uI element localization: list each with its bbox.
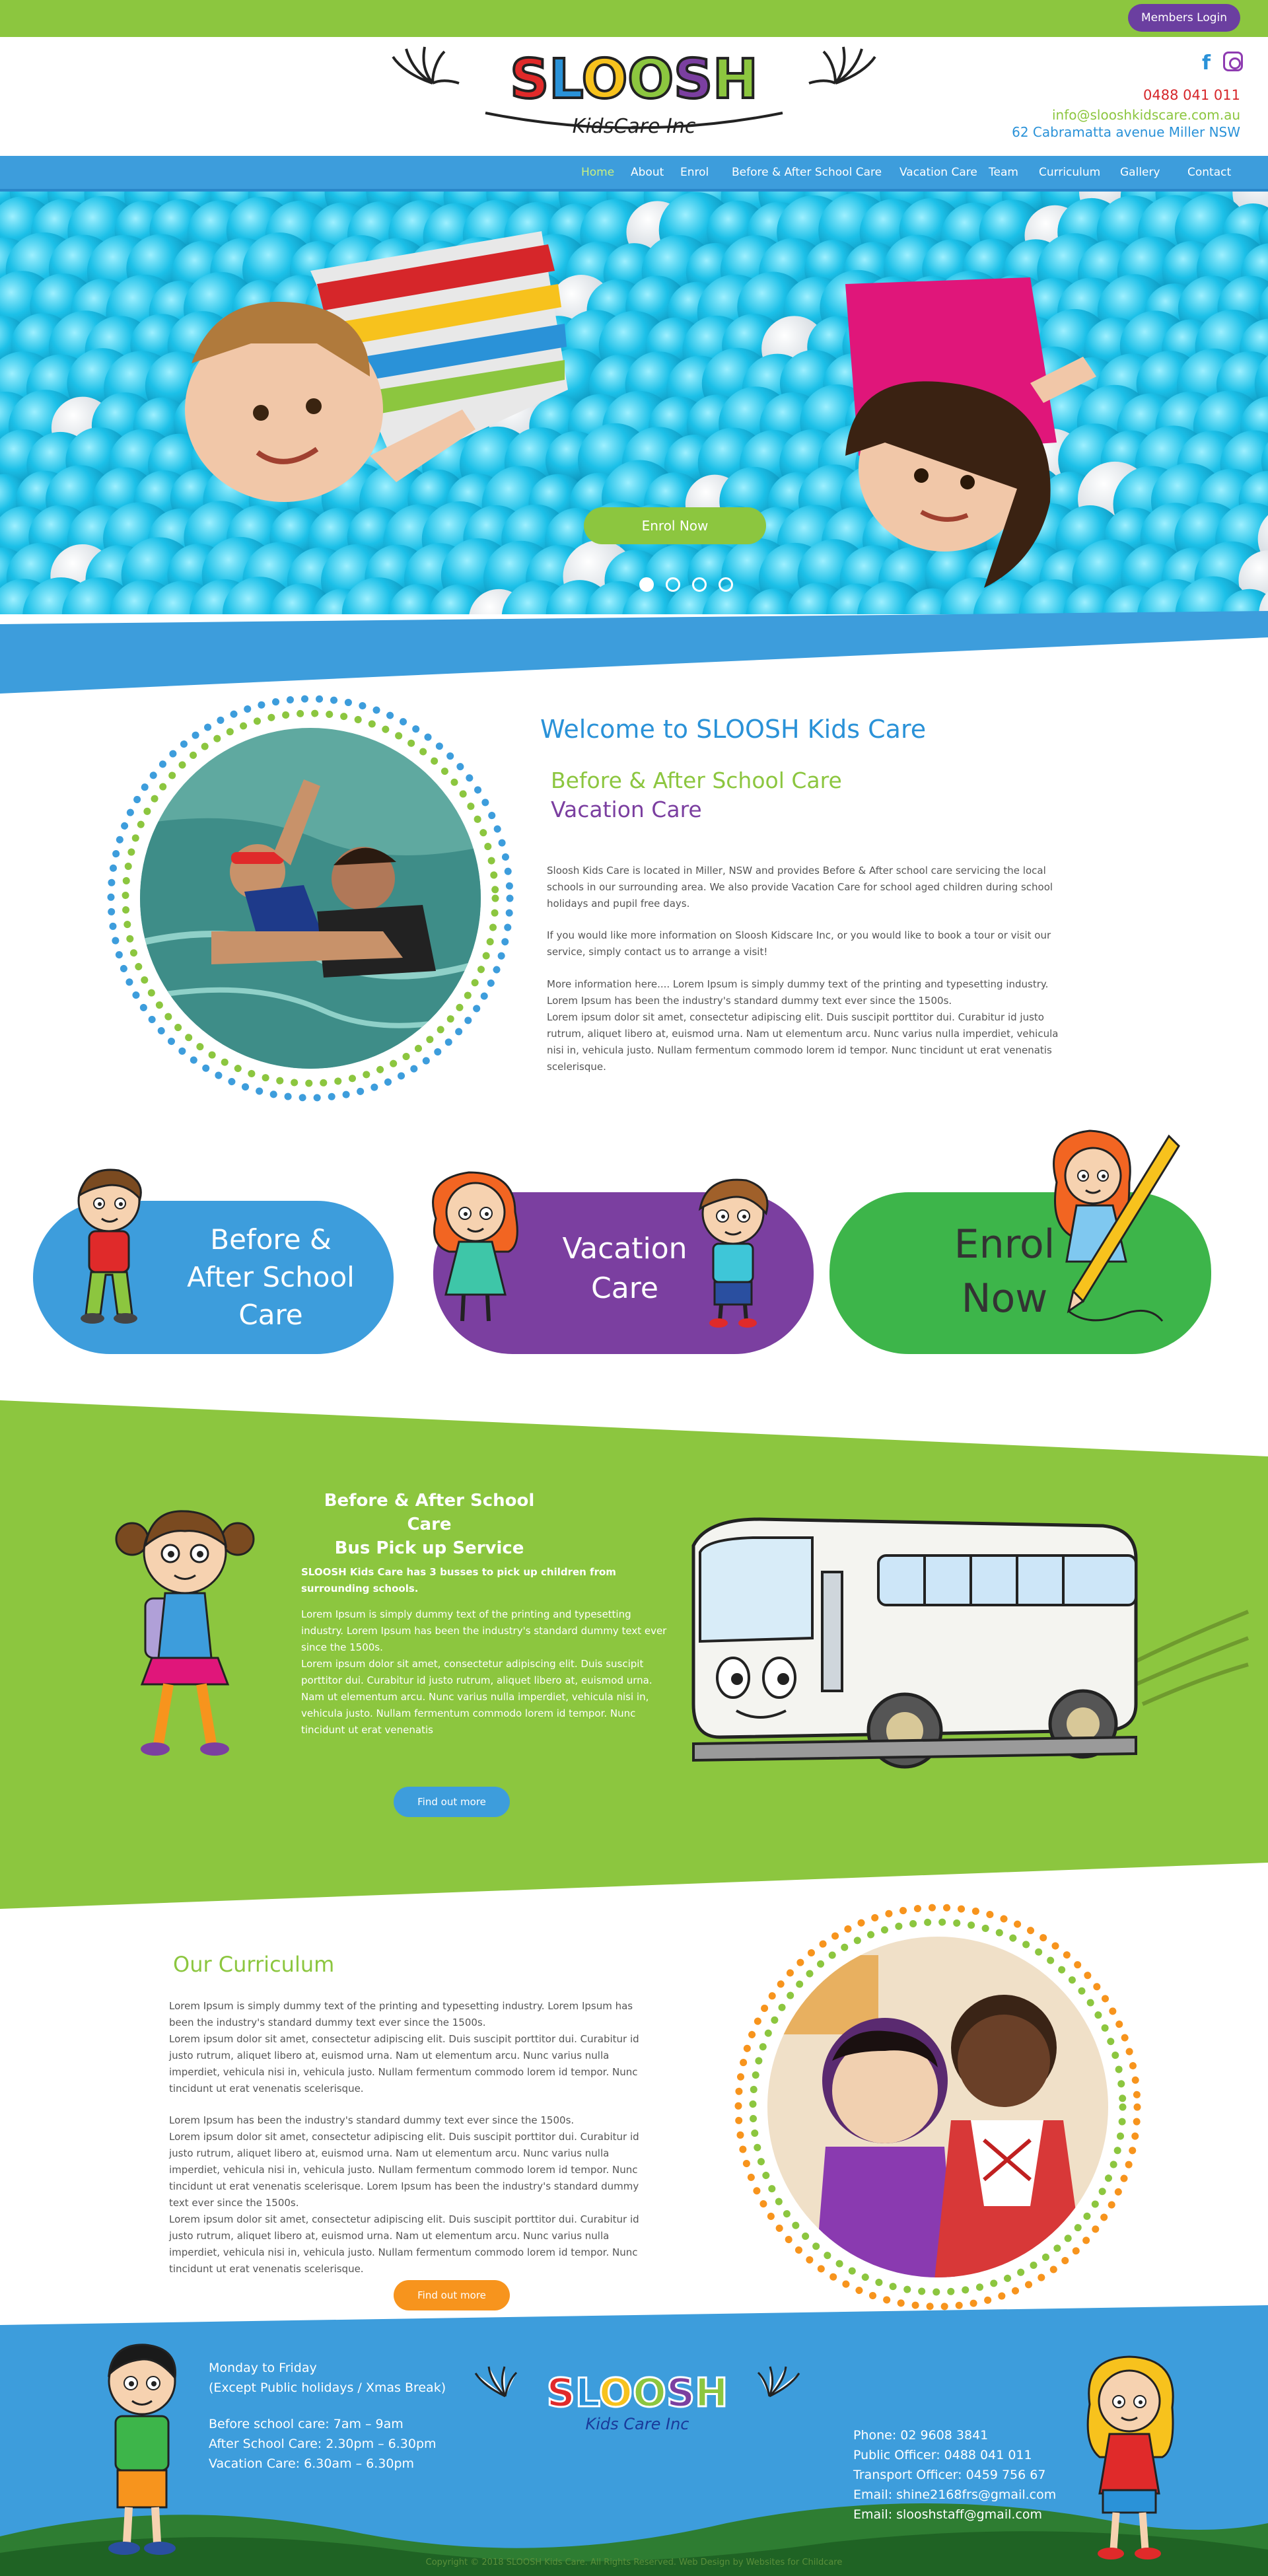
hero-enrol-button[interactable]: Enrol Now	[584, 507, 766, 544]
footer-public-officer: Public Officer: 0488 041 011	[853, 2448, 1032, 2462]
welcome-paragraph-1: Sloosh Kids Care is located in Miller, NSW and provides Before & After school care servicing the local schools in our surrounding area. We also provide Vacation Care for school aged children during school holidays and pupil free days.	[547, 865, 1053, 910]
curriculum-title: Our Curriculum	[173, 1952, 335, 1977]
enrol-card-label: Enrol Now	[954, 1221, 1055, 1322]
logo-letters: SLOOSH	[510, 48, 758, 111]
footer-before-school: Before school care: 7am – 9am	[209, 2417, 404, 2431]
curriculum-paragraph-1: Lorem Ipsum is simply dummy text of the printing and typesetting industry. Lorem Ipsum has been the industry's standard dummy text ever since the 1500s. Lorem ipsum dolor sit amet, consectetur adipiscing elit. Duis suscipit porttitor dui. Curabitur id justo rutrum, aliquet libero at, euismod urna. Nam ut elementum arcu. Nunc varius nulla imperdiet, vehicula nisi in, vehicula justo. Nullam fermentum commodo lorem id tempor. Nunc tincidunt ut erat venenatis scelerisque.	[169, 2000, 639, 2094]
main-nav	[0, 156, 1268, 192]
nav-contact[interactable]: Contact	[1187, 166, 1232, 179]
footer-transport-officer: Transport Officer: 0459 756 67	[853, 2468, 1046, 2482]
bus-title-line-2: Bus Pick up Service	[334, 1538, 524, 1558]
footer-right-hand-icon	[758, 2367, 799, 2396]
before-after-card-label: Before & After School Care	[187, 1223, 355, 1331]
instagram-icon[interactable]	[1223, 52, 1243, 71]
bus-title	[310, 1489, 548, 1560]
welcome-photo-frame	[106, 694, 515, 1103]
welcome-subtitle-before-after: Before & After School Care	[551, 768, 842, 793]
copyright-text: Copyright © 2018 SLOOSH Kids Care. All Rights Reserved. Web Design by Websites for Childcare	[425, 2558, 843, 2567]
members-login-button[interactable]: Members Login	[1128, 4, 1240, 32]
right-hand-icon	[809, 47, 875, 83]
nav-before-after[interactable]: Before & After School Care	[732, 166, 882, 179]
sloosh-logo[interactable]	[386, 44, 882, 149]
nav-vacation[interactable]: Vacation Care	[899, 166, 977, 179]
footer-boy-icon	[86, 2338, 198, 2563]
cartoon-boy-icon	[59, 1163, 158, 1334]
curriculum-find-out-more-button[interactable]: Find out more	[394, 2280, 510, 2310]
curriculum-photo-frame	[733, 1902, 1143, 2312]
bus-intro: SLOOSH Kids Care has 3 busses to pick up children from surrounding schools.	[301, 1566, 616, 1594]
curriculum-paragraph-2: Lorem Ipsum has been the industry's standard dummy text ever since the 1500s. Lorem ipsum dolor sit amet, consectetur adipiscing elit. Duis suscipit porttitor dui. Curabitur id justo rutrum, aliquet libero at, euismod urna. Nam ut elementum arcu. Nunc varius nulla imperdiet, vehicula nisi in, vehicula justo. Nullam fermentum commodo lorem id tempor. Nunc tincidunt ut erat venenatis scelerisque. Lorem Ipsum has been the industry's standard dummy text ever since the 1500s. Lorem ipsum dolor sit amet, consectetur adipiscing elit. Duis suscipit porttitor dui. Curabitur id justo rutrum, aliquet libero at, euismod urna. Nam ut elementum arcu. Nunc varius nulla imperdiet, vehicula nisi in, vehicula justo. Nullam fermentum commodo lorem id tempor. Nunc tincidunt ut erat venenatis scelerisque.	[169, 2114, 639, 2275]
hero-slider[interactable]	[0, 192, 1268, 614]
footer-logo[interactable]	[469, 2363, 806, 2443]
svg-text:Kids Care Inc: Kids Care Inc	[585, 2415, 689, 2433]
top-bar	[0, 0, 1268, 37]
header-email[interactable]: info@slooshkidscare.com.au	[1051, 107, 1240, 123]
left-hand-icon	[393, 47, 459, 83]
cartoon-girl-icon	[423, 1166, 528, 1331]
footer-vacation: Vacation Care: 6.30am – 6.30pm	[209, 2456, 415, 2471]
welcome-subtitle-vacation: Vacation Care	[551, 797, 702, 822]
header-phone[interactable]: 0488 041 011	[1143, 87, 1240, 103]
bus-paragraph: Lorem Ipsum is simply dummy text of the printing and typesetting industry. Lorem Ipsum has been the industry's standard dummy text ever since the 1500s. Lorem ipsum dolor sit amet, consectetur adipiscing elit. Duis suscipit porttitor dui. Curabitur id justo rutrum, aliquet libero at, euismod urna. Nam ut elementum arcu. Nunc varius nulla imperdiet, vehicula nisi in, vehicula justo. Nullam fermentum commodo lorem id tempor. Nunc tincidunt ut erat venenatis	[301, 1608, 667, 1736]
nav-gallery[interactable]: Gallery	[1120, 166, 1160, 179]
footer-girl-icon	[1063, 2351, 1195, 2569]
facebook-icon[interactable]: f	[1202, 52, 1211, 75]
nav-home[interactable]: Home	[581, 166, 615, 179]
slider-dot-2[interactable]	[666, 577, 680, 592]
hero-image	[0, 192, 1268, 614]
nav-curriculum[interactable]: Curriculum	[1039, 166, 1101, 179]
vacation-card-label: Vacation Care	[562, 1232, 687, 1305]
footer-email-1[interactable]: Email: shine2168frs@gmail.com	[853, 2487, 1057, 2502]
cartoon-girl-pencil-icon	[1030, 1123, 1189, 1334]
blue-divider	[0, 611, 1268, 697]
welcome-paragraph-2: If you would like more information on Sloosh Kidscare Inc, or you would like to book a tour or visit our service, simply contact us to arrange a visit!	[547, 929, 1051, 958]
nav-about[interactable]: About	[631, 166, 664, 179]
cartoon-boy-2-icon	[674, 1172, 792, 1331]
footer-after-school: After School Care: 2.30pm – 6.30pm	[209, 2437, 437, 2451]
footer-hours-1: Monday to Friday	[209, 2361, 317, 2375]
slider-dot-4[interactable]	[719, 577, 733, 592]
footer-email-2[interactable]: Email: slooshstaff@gmail.com	[853, 2507, 1042, 2522]
nav-team[interactable]: Team	[989, 166, 1018, 179]
nav-enrol[interactable]: Enrol	[680, 166, 709, 179]
logo-subtitle: KidsCare Inc	[572, 115, 696, 138]
welcome-title: Welcome to SLOOSH Kids Care	[540, 715, 927, 744]
slider-dot-1[interactable]	[639, 577, 654, 592]
welcome-paragraph-3: More information here.... Lorem Ipsum is simply dummy text of the printing and typesetting industry. Lorem Ipsum has been the industry's standard dummy text ever since the 1500s. Lorem ipsum dolor sit amet, consectetur adipiscing elit. Duis suscipit porttitor dui. Curabitur id justo rutrum, aliquet libero at, euismod urna. Nam ut elementum arcu. Nunc varius nulla imperdiet, vehicula nisi in, vehicula justo. Nullam fermentum commodo lorem id tempor. Nunc tincidunt ut erat venenatis scelerisque.	[547, 978, 1059, 1073]
footer-phone[interactable]: Phone: 02 9608 3841	[853, 2428, 989, 2443]
bus-title-line-1: Before & After School Care	[324, 1491, 535, 1534]
header-address: 62 Cabramatta avenue Miller NSW	[1012, 124, 1240, 140]
footer-hours-2: (Except Public holidays / Xmas Break)	[209, 2380, 446, 2395]
cartoon-schoolgirl-icon	[106, 1499, 264, 1764]
footer-left-hand-icon	[476, 2367, 516, 2396]
bus-find-out-more-button[interactable]: Find out more	[394, 1787, 510, 1817]
slider-dot-3[interactable]	[692, 577, 707, 592]
svg-text:SLOOSH: SLOOSH	[546, 2370, 728, 2416]
cartoon-bus-icon	[680, 1506, 1255, 1797]
